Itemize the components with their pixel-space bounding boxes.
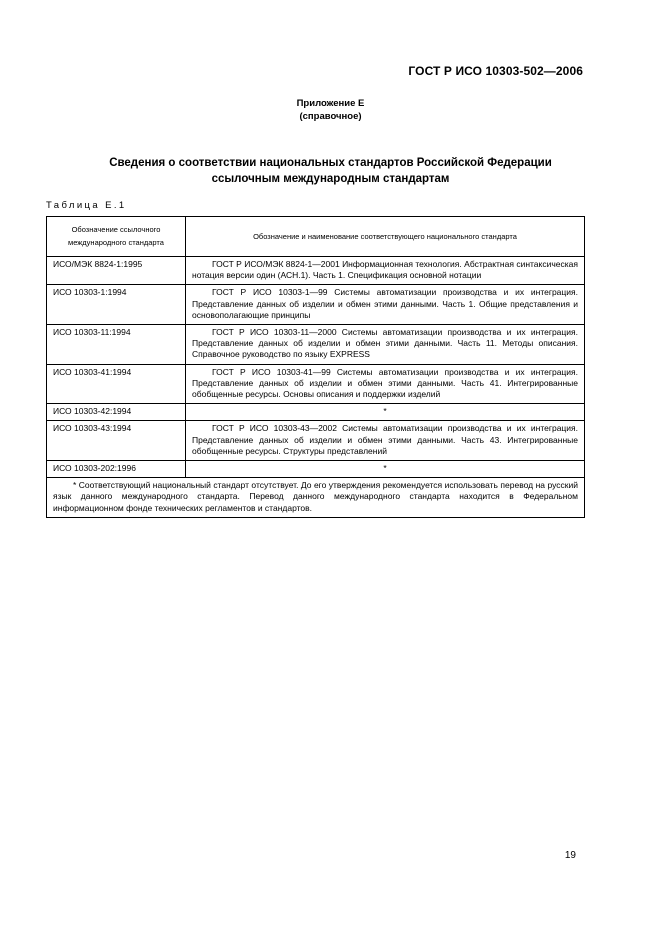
national-standard-cell: ГОСТ Р ИСО 10303-43—2002 Системы автоматизации производства и их интеграция. Представление данных об изделии и обмен этими данными. Часть 43. Интегрированные обобщенные ресурсы. Структуры представлений xyxy=(186,421,585,461)
table-row xyxy=(47,285,585,325)
table-row xyxy=(47,404,585,421)
national-standard-cell: * xyxy=(186,404,585,421)
annex-title-block xyxy=(0,97,661,123)
intl-standard-cell: ИСО 10303-42:1994 xyxy=(47,404,186,421)
document-code: ГОСТ Р ИСО 10303-502—2006 xyxy=(408,64,583,78)
intl-standard-cell: ИСО 10303-41:1994 xyxy=(47,364,186,404)
intl-standard-cell: ИСО 10303-1:1994 xyxy=(47,285,186,325)
national-standard-cell: ГОСТ Р ИСО 10303-41—99 Системы автоматизации производства и их интеграция. Представление данных об изделии и обмен этими данными. Часть 41. Интегрированные обобщенные ресурсы. Основы описания и поддержки изделий xyxy=(186,364,585,404)
table-row xyxy=(47,257,585,285)
heading-line-1: Сведения о соответствии национальных стандартов Российской Федерации xyxy=(109,157,552,169)
national-standard-cell: ГОСТ Р ИСО/МЭК 8824-1—2001 Информационная технология. Абстрактная синтаксическая нотация версии один (АСН.1). Часть 1. Спецификация основной нотации xyxy=(186,257,585,285)
intl-standard-cell: ИСО 10303-11:1994 xyxy=(47,325,186,365)
correspondence-table xyxy=(46,216,585,518)
table-header-row xyxy=(47,217,585,257)
national-standard-cell: ГОСТ Р ИСО 10303-1—99 Системы автоматизации производства и их интеграция. Представление данных об изделии и обмен этими данными. Часть 1. Общие представления и основополагающие принципы xyxy=(186,285,585,325)
table-row xyxy=(47,364,585,404)
intl-standard-cell: ИСО 10303-43:1994 xyxy=(47,421,186,461)
section-heading xyxy=(0,155,661,187)
table-row xyxy=(47,461,585,478)
column-header-national: Обозначение и наименование соответствующего национального стандарта xyxy=(186,217,585,257)
column-header-intl: Обозначение ссылочного международного стандарта xyxy=(47,217,186,257)
national-standard-cell: ГОСТ Р ИСО 10303-11—2000 Системы автоматизации производства и их интеграция. Представление данных об изделии и обмен этими данными. Часть 11. Методы описания. Справочное руководство по языку EXPRESS xyxy=(186,325,585,365)
table-row xyxy=(47,421,585,461)
heading-line-2: ссылочным международным стандартам xyxy=(211,173,450,185)
annex-subtitle: (справочное) xyxy=(299,111,362,122)
intl-standard-cell: ИСО/МЭК 8824-1:1995 xyxy=(47,257,186,285)
annex-title: Приложение Е xyxy=(296,98,365,109)
table-label: Таблица Е.1 xyxy=(46,200,127,211)
table-footnote-row xyxy=(47,478,585,518)
page-number: 19 xyxy=(564,850,576,861)
national-standard-cell: * xyxy=(186,461,585,478)
intl-standard-cell: ИСО 10303-202:1996 xyxy=(47,461,186,478)
table-footnote: * Соответствующий национальный стандарт отсутствует. До его утверждения рекомендуется использовать перевод на русский язык данного международного стандарта. Перевод данного международного стандарта находится в Федеральном информационном фонде технических регламентов и стандартов. xyxy=(47,478,585,518)
table-row xyxy=(47,325,585,365)
